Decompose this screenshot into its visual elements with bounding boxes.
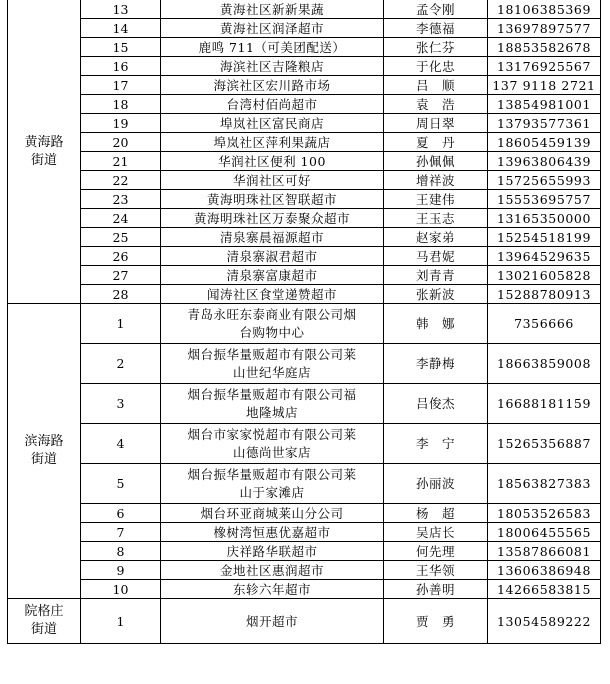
store-name: 金地社区惠润超市 (161, 561, 384, 580)
contact-person: 吕俊杰 (384, 384, 488, 424)
row-number: 27 (81, 266, 161, 285)
store-contact-table (7, 0, 601, 644)
row-number: 16 (81, 57, 161, 76)
store-name: 黄海明珠社区万泰聚众超市 (161, 209, 384, 228)
phone-number: 13021605828 (488, 266, 601, 285)
table-row (8, 171, 601, 190)
store-name: 黄海社区润泽超市 (161, 19, 384, 38)
contact-person: 夏 丹 (384, 133, 488, 152)
store-name: 华润社区可好 (161, 171, 384, 190)
row-number: 13 (81, 0, 161, 19)
table-row (8, 114, 601, 133)
row-number: 7 (81, 523, 161, 542)
store-name: 鹿鸣 711（可美团配送） (161, 38, 384, 57)
store-name: 埠岚社区萍利果蔬店 (161, 133, 384, 152)
contact-person: 赵家弟 (384, 228, 488, 247)
phone-number: 13606386948 (488, 561, 601, 580)
row-number: 17 (81, 76, 161, 95)
row-number: 3 (81, 384, 161, 424)
row-number: 5 (81, 464, 161, 504)
store-name-line: 山世纪华庭店 (232, 364, 311, 380)
phone-number: 13963806439 (488, 152, 601, 171)
phone-number: 13964529635 (488, 247, 601, 266)
store-name: 闻涛社区食堂递赞超市 (161, 285, 384, 304)
phone-number: 15553695757 (488, 190, 601, 209)
district-name (8, 599, 81, 644)
row-number: 28 (81, 285, 161, 304)
phone-number: 18605459139 (488, 133, 601, 152)
row-number: 25 (81, 228, 161, 247)
contact-person: 马君妮 (384, 247, 488, 266)
phone-number: 7356666 (488, 304, 601, 344)
row-number: 1 (81, 599, 161, 644)
store-name: 埠岚社区富民商店 (161, 114, 384, 133)
table-row (8, 76, 601, 95)
table-row (8, 304, 601, 344)
contact-person: 袁 浩 (384, 95, 488, 114)
table-row (8, 344, 601, 384)
store-name: 清泉寨富康超市 (161, 266, 384, 285)
contact-person: 王华领 (384, 561, 488, 580)
contact-person: 吕 顺 (384, 76, 488, 95)
row-number: 21 (81, 152, 161, 171)
table-body (8, 0, 601, 644)
table-row (8, 561, 601, 580)
store-name: 东轸六年超市 (161, 580, 384, 599)
district-name (8, 304, 81, 599)
contact-person: 韩 娜 (384, 304, 488, 344)
phone-number: 15254518199 (488, 228, 601, 247)
phone-number: 14266583815 (488, 580, 601, 599)
phone-number: 13587866081 (488, 542, 601, 561)
row-number: 10 (81, 580, 161, 599)
contact-person: 孟令刚 (384, 0, 488, 19)
contact-person: 王玉志 (384, 209, 488, 228)
table-row (8, 209, 601, 228)
phone-number: 137 9118 2721 (488, 76, 601, 95)
table-row (8, 0, 601, 19)
store-name-line: 烟台振华量贩超市有限公司莱 (187, 346, 357, 362)
row-number: 24 (81, 209, 161, 228)
row-number: 22 (81, 171, 161, 190)
phone-number: 13697897577 (488, 19, 601, 38)
table-row (8, 190, 601, 209)
phone-number: 18053526583 (488, 504, 601, 523)
row-number: 4 (81, 424, 161, 464)
contact-person: 刘青青 (384, 266, 488, 285)
district-name-line: 街道 (30, 152, 57, 168)
table-row (8, 542, 601, 561)
table-row (8, 228, 601, 247)
table-row (8, 266, 601, 285)
contact-person: 孙善明 (384, 580, 488, 599)
store-name: 台湾村佰尚超市 (161, 95, 384, 114)
row-number: 8 (81, 542, 161, 561)
phone-number: 13176925567 (488, 57, 601, 76)
contact-person: 王建伟 (384, 190, 488, 209)
phone-number: 16688181159 (488, 384, 601, 424)
contact-person: 何先理 (384, 542, 488, 561)
district-name-line: 街道 (30, 452, 57, 467)
table-row (8, 424, 601, 464)
store-name: 海滨社区吉隆粮店 (161, 57, 384, 76)
contact-person: 周日翠 (384, 114, 488, 133)
contact-person: 张仁芬 (384, 38, 488, 57)
contact-person: 李德福 (384, 19, 488, 38)
phone-number: 13165350000 (488, 209, 601, 228)
store-name: 烟台环亚商城莱山分公司 (161, 504, 384, 523)
row-number: 14 (81, 19, 161, 38)
store-name-line: 烟台振华量贩超市有限公司福 (187, 386, 357, 402)
store-name-line: 山德尚世家店 (232, 444, 311, 460)
contact-person: 贾 勇 (384, 599, 488, 644)
phone-number: 15288780913 (488, 285, 601, 304)
phone-number: 13054589222 (488, 599, 601, 644)
row-number: 6 (81, 504, 161, 523)
table-row (8, 95, 601, 114)
row-number: 9 (81, 561, 161, 580)
store-name (161, 344, 384, 384)
store-name: 黄海社区新新果蔬 (161, 0, 384, 19)
row-number: 18 (81, 95, 161, 114)
phone-number: 18563827383 (488, 464, 601, 504)
store-name-line: 烟台市家家悦超市有限公司莱 (187, 426, 357, 442)
phone-number: 13854981001 (488, 95, 601, 114)
phone-number: 15725655993 (488, 171, 601, 190)
row-number: 15 (81, 38, 161, 57)
contact-person: 孙佩佩 (384, 152, 488, 171)
row-number: 1 (81, 304, 161, 344)
table-row (8, 464, 601, 504)
row-number: 23 (81, 190, 161, 209)
district-name-line: 滨海路 (24, 434, 64, 449)
table-row (8, 57, 601, 76)
contact-person: 孙丽波 (384, 464, 488, 504)
phone-number: 18106385369 (488, 0, 601, 19)
store-name: 烟开超市 (161, 599, 384, 644)
row-number: 2 (81, 344, 161, 384)
contact-person: 张新波 (384, 285, 488, 304)
phone-number: 15265356887 (488, 424, 601, 464)
district-name-line: 黄海路 (24, 134, 64, 150)
store-name (161, 304, 384, 344)
table-row (8, 285, 601, 304)
store-name: 海滨社区宏川路市场 (161, 76, 384, 95)
row-number: 26 (81, 247, 161, 266)
table-row (8, 384, 601, 424)
store-name (161, 384, 384, 424)
phone-number: 13793577361 (488, 114, 601, 133)
table-row (8, 599, 601, 644)
table-row (8, 247, 601, 266)
store-name-line: 台购物中心 (239, 324, 305, 340)
district-name-line: 院格庄 (24, 604, 64, 619)
phone-number: 18006455565 (488, 523, 601, 542)
store-name-line: 烟台振华量贩超市有限公司莱 (187, 466, 357, 482)
store-name: 清泉寨淑君超市 (161, 247, 384, 266)
contact-person: 吴店长 (384, 523, 488, 542)
store-name (161, 464, 384, 504)
table-row (8, 152, 601, 171)
store-name: 橡树湾恒惠优嘉超市 (161, 523, 384, 542)
district-name (8, 0, 81, 304)
table-row (8, 523, 601, 542)
store-name: 清泉寨晨福源超市 (161, 228, 384, 247)
table-row (8, 133, 601, 152)
table-row (8, 38, 601, 57)
store-name: 黄海明珠社区智联超市 (161, 190, 384, 209)
store-name-line: 地隆城店 (245, 404, 298, 420)
table-row (8, 19, 601, 38)
table-row (8, 504, 601, 523)
phone-number: 18663859008 (488, 344, 601, 384)
contact-person: 李 宁 (384, 424, 488, 464)
contact-person: 李静梅 (384, 344, 488, 384)
phone-number: 18853582678 (488, 38, 601, 57)
store-name: 华润社区便利 100 (161, 152, 384, 171)
store-name-line: 青岛永旺东泰商业有限公司烟 (187, 306, 357, 322)
store-name: 庆祥路华联超市 (161, 542, 384, 561)
row-number: 19 (81, 114, 161, 133)
store-name (161, 424, 384, 464)
table-row (8, 580, 601, 599)
contact-person: 于化忠 (384, 57, 488, 76)
district-name-line: 街道 (30, 622, 57, 637)
store-name-line: 山于家滩店 (239, 484, 305, 500)
row-number: 20 (81, 133, 161, 152)
contact-person: 杨 超 (384, 504, 488, 523)
contact-person: 增祥波 (384, 171, 488, 190)
